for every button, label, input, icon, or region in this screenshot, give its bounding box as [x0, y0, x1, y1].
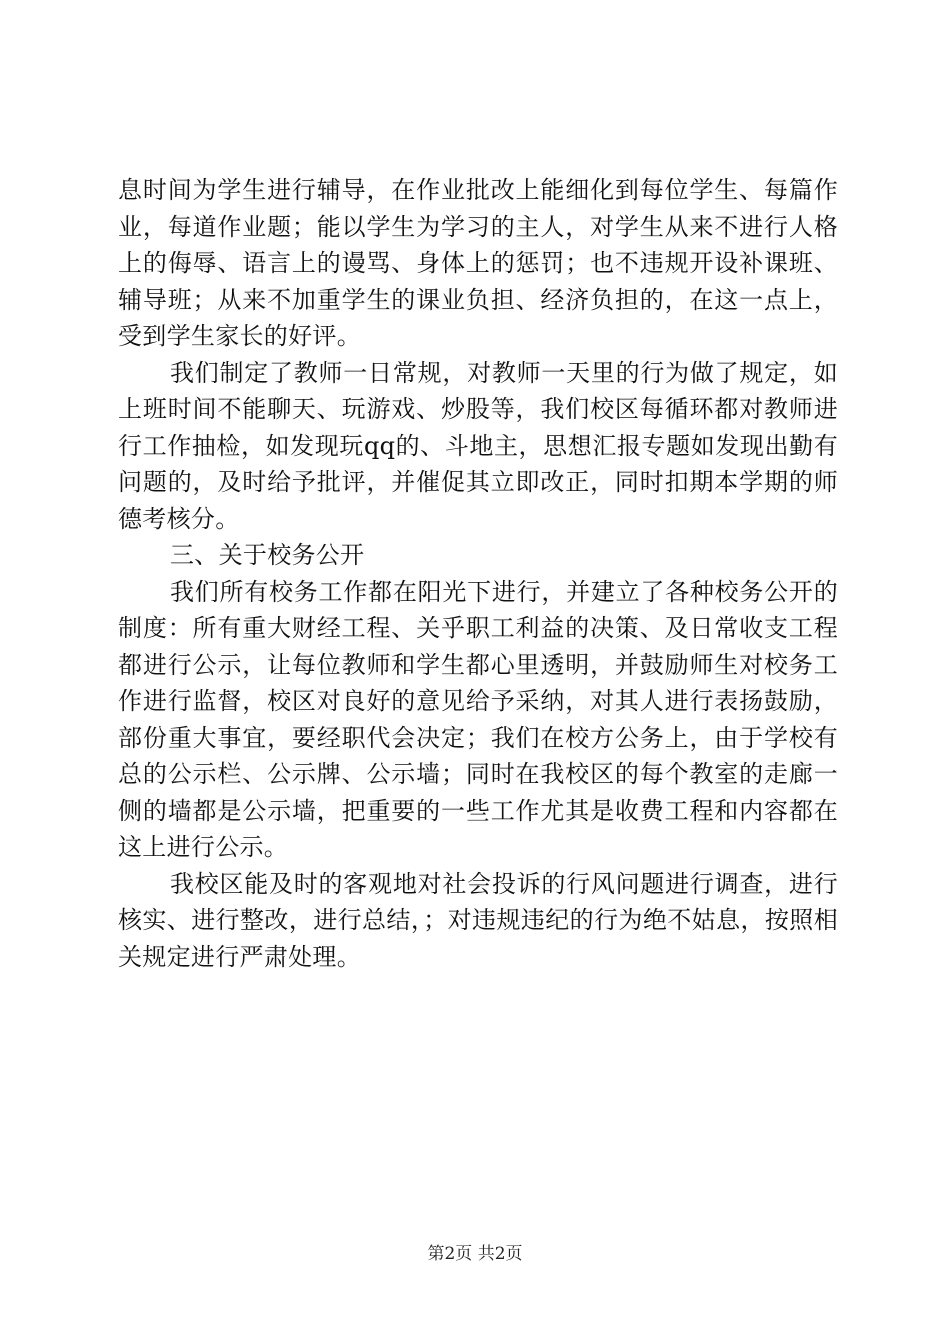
paragraph-continuation: 息时间为学生进行辅导，在作业批改上能细化到每位学生、每篇作业，每道作业题；能以学生为学习的主人，对学生从来不进行人格上的侮辱、语言上的谩骂、身体上的惩罚；也不违规开设补课班、辅导班；从来不加重学生的课业负担、经济负担的，在这一点上，受到学生家长的好评。: [118, 176, 838, 350]
paragraph-complaint-handling: 我校区能及时的客观地对社会投诉的行风问题进行调查，进行核实、进行整改，进行总结，；对违规违纪的行为绝不姑息，按照相关规定进行严肃处理。: [118, 869, 838, 971]
section-heading-school-affairs: 三、关于校务公开: [170, 541, 365, 569]
document-body: [118, 172, 838, 975]
page-number-footer: 第2页 共2页: [427, 1244, 523, 1264]
paragraph-teacher-daily-rules: 我们制定了教师一日常规，对教师一天里的行为做了规定，如上班时间不能聊天、玩游戏、炒股等，我们校区每循环都对教师进行工作抽检，如发现玩qq的、斗地主，思想汇报专题如发现出勤有问题的，及时给予批评，并催促其立即改正，同时扣期本学期的师德考核分。: [118, 358, 838, 533]
paragraph-school-affairs-disclosure: 我们所有校务工作都在阳光下进行，并建立了各种校务公开的制度：所有重大财经工程、关乎职工利益的决策、及日常收支工程都进行公示，让每位教师和学生都心里透明，并鼓励师生对校务工作进行监督，校区对良好的意见给予采纳，对其人进行表扬鼓励，部份重大事宜，要经职代会决定；我们在校方公务上，由于学校有总的公示栏、公示牌、公示墙；同时在我校区的每个教室的走廊一侧的墙都是公示墙，把重要的一些工作尤其是收费工程和内容都在这上进行公示。: [118, 577, 838, 861]
